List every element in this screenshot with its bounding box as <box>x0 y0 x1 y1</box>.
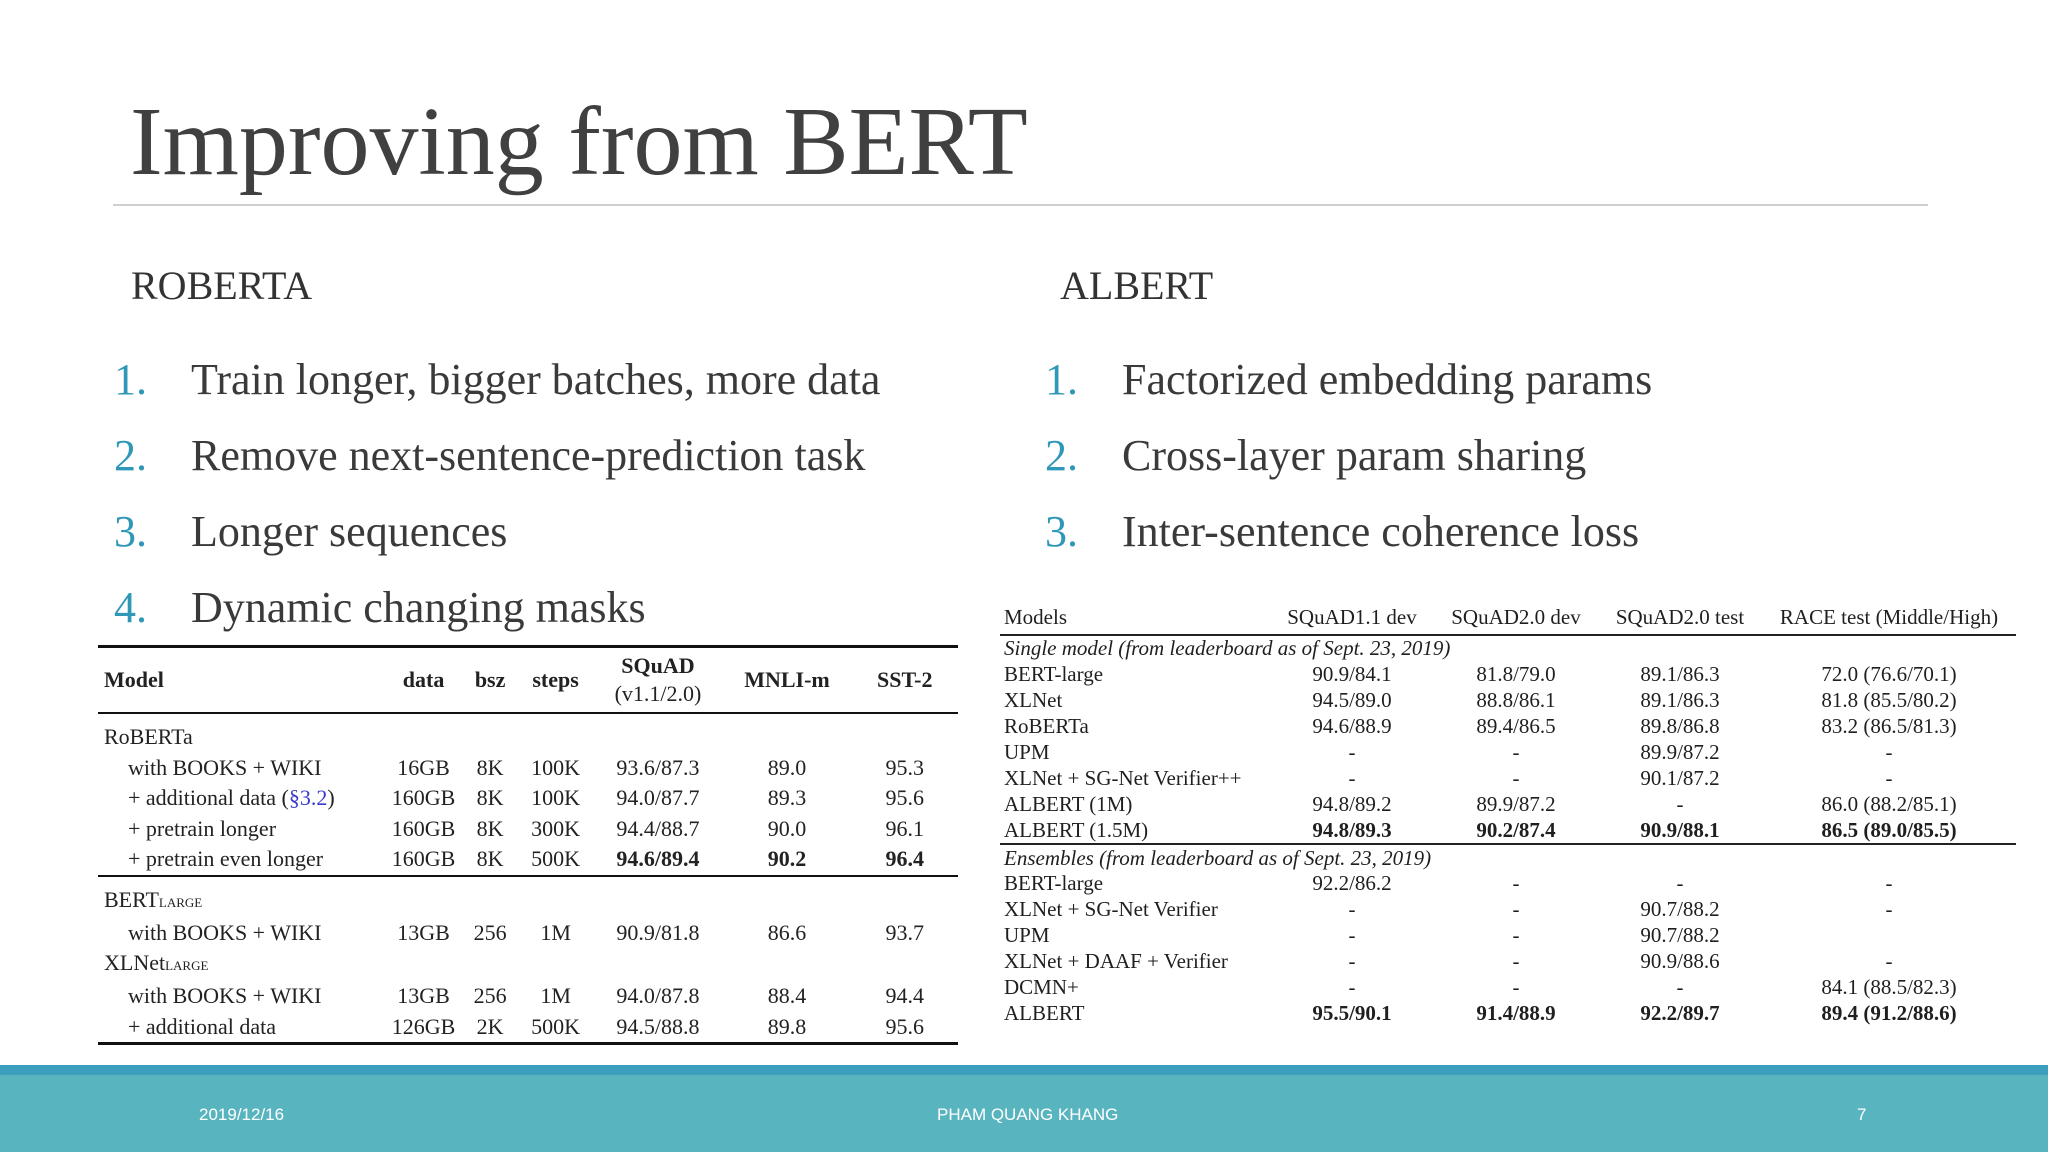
cell-sst: 95.6 <box>885 1013 924 1039</box>
cell-data: 160GB <box>391 785 456 811</box>
header-squad-label: SQuAD <box>621 653 695 678</box>
list-text: Inter-sentence coherence loss <box>1122 507 1640 556</box>
cell-value: 89.9/87.2 <box>1476 791 1556 816</box>
list-number: 2. <box>114 431 147 480</box>
group-label <box>98 948 958 981</box>
cell-value: - <box>1348 975 1356 1000</box>
table-row <box>1000 791 2016 817</box>
header-squad11-dev: SQuAD1.1 dev <box>1270 600 1434 635</box>
cell-model <box>98 783 385 814</box>
cell-bsz: 8K <box>476 754 504 780</box>
cell-sst: 95.3 <box>885 754 924 780</box>
section-reference-link[interactable]: §3.2 <box>288 785 328 811</box>
cell-value: - <box>1885 740 1893 764</box>
list-text: Cross-layer param sharing <box>1122 431 1587 480</box>
cell-mnli: 86.6 <box>767 919 807 945</box>
list-number: 3. <box>114 507 147 556</box>
table-row <box>98 981 958 1012</box>
table-group-row <box>98 948 958 981</box>
cell-model: UPM <box>1004 923 1050 948</box>
cell-sst: 93.7 <box>885 919 924 945</box>
cell-value: 89.8/86.8 <box>1640 714 1720 739</box>
page-number: 7 <box>1857 1105 1867 1124</box>
cell-value: 89.1/86.3 <box>1640 662 1720 687</box>
cell-value: 90.7/88.2 <box>1640 923 1720 948</box>
cell-squad: 90.9/81.8 <box>616 919 700 945</box>
roberta-table <box>98 645 958 1045</box>
table-row <box>1000 1000 2016 1026</box>
albert-table-image <box>990 600 2048 1040</box>
cell-value: 89.4 (91.2/88.6) <box>1821 1000 1957 1025</box>
slide-title: Improving from BERT <box>130 88 1028 196</box>
header-squad-version: (v1.1/2.0) <box>614 681 702 706</box>
cell-value: 90.2/87.4 <box>1476 817 1556 842</box>
cell-model: XLNet + DAAF + Verifier <box>1004 949 1228 974</box>
cell-value: 94.8/89.3 <box>1312 817 1392 842</box>
cell-sst: 94.4 <box>885 983 924 1009</box>
cell-model: + additional data <box>128 1013 277 1039</box>
table-row <box>1000 897 2016 923</box>
table-row <box>1000 975 2016 1001</box>
header-squad <box>593 647 722 714</box>
group-label-text: BERT <box>104 886 159 912</box>
table-header-row <box>98 647 958 714</box>
cell-value: - <box>1885 871 1893 896</box>
cell-value: 86.5 (89.0/85.5) <box>1821 817 1957 842</box>
cell-model: RoBERTa <box>1004 714 1089 739</box>
table-row <box>1000 765 2016 791</box>
cell-mnli: 89.8 <box>767 1013 807 1039</box>
header-squad20-dev: SQuAD2.0 dev <box>1434 600 1598 635</box>
header-data: data <box>385 647 463 714</box>
table-row <box>1000 740 2016 766</box>
header-bsz: bsz <box>462 647 517 714</box>
table-row <box>98 918 958 949</box>
cell-value: - <box>1676 975 1684 1000</box>
footer-bar <box>0 1075 2048 1152</box>
cell-mnli: 89.3 <box>767 785 807 811</box>
group-label: RoBERTa <box>104 724 193 750</box>
title-divider <box>113 204 1928 206</box>
cell-value: - <box>1512 923 1520 948</box>
cell-value: 89.4/86.5 <box>1476 714 1556 739</box>
cell-steps: 500K <box>531 1013 581 1039</box>
roberta-heading: ROBERTA <box>131 263 313 308</box>
cell-value: - <box>1512 740 1520 764</box>
cell-squad: 94.6/89.4 <box>616 846 700 872</box>
cell-value: 94.6/88.9 <box>1312 714 1392 739</box>
cell-value: 83.2 (86.5/81.3) <box>1821 714 1957 739</box>
cell-value: 89.1/86.3 <box>1640 688 1720 713</box>
table-row <box>1000 714 2016 740</box>
cell-squad: 94.0/87.7 <box>616 785 700 811</box>
cell-value: - <box>1885 897 1893 922</box>
cell-sst: 96.1 <box>885 815 924 841</box>
cell-value: 90.1/87.2 <box>1640 765 1720 790</box>
cell-value: 72.0 (76.6/70.1) <box>1821 662 1957 687</box>
table-group-row <box>98 713 958 753</box>
cell-bsz: 8K <box>476 846 504 872</box>
table-group-row <box>98 876 958 918</box>
cell-value: 81.8 (85.5/80.2) <box>1821 688 1957 713</box>
cell-value: - <box>1512 897 1520 922</box>
cell-sst: 96.4 <box>885 846 924 872</box>
group-label-subscript: LARGE <box>158 894 203 910</box>
list-number: 3. <box>1045 507 1078 556</box>
cell-bsz: 2K <box>476 1013 504 1039</box>
group-label: Single model (from leaderboard as of Sept. 23, 2019) <box>1004 636 1451 661</box>
cell-data: 13GB <box>397 983 450 1009</box>
group-label-subscript: LARGE <box>165 958 209 973</box>
header-squad20-test: SQuAD2.0 test <box>1598 600 1762 635</box>
table-row <box>98 1012 958 1044</box>
list-number: 1. <box>114 355 147 404</box>
cell-value: 91.4/88.9 <box>1476 1000 1556 1025</box>
cell-value: 94.8/89.2 <box>1312 791 1392 816</box>
cell-value: - <box>1348 949 1356 974</box>
header-steps: steps <box>518 647 594 714</box>
cell-steps: 100K <box>531 754 581 780</box>
list-number: 2. <box>1045 431 1078 480</box>
cell-value: 94.5/89.0 <box>1312 688 1392 713</box>
header-models: Models <box>1000 600 1270 635</box>
cell-value: - <box>1885 949 1893 974</box>
cell-value: - <box>1348 740 1356 764</box>
cell-data: 160GB <box>391 846 456 872</box>
table-row <box>98 753 958 784</box>
table-row <box>1000 662 2016 688</box>
cell-mnli: 90.2 <box>767 846 807 872</box>
cell-model: XLNet <box>1004 688 1063 713</box>
albert-table <box>1000 600 2016 1026</box>
cell-model: DCMN+ <box>1004 975 1079 1000</box>
cell-value: 84.1 (88.5/82.3) <box>1821 975 1957 1000</box>
table-header-row <box>1000 600 2016 635</box>
cell-model: with BOOKS + WIKI <box>128 983 322 1009</box>
cell-data: 160GB <box>391 815 456 841</box>
cell-value: 90.9/84.1 <box>1312 662 1392 687</box>
table-row <box>1000 923 2016 949</box>
group-label-text: XLNet <box>104 950 166 975</box>
table-row <box>1000 871 2016 897</box>
footer-accent-strip <box>0 1065 2048 1075</box>
cell-value: 88.8/86.1 <box>1476 688 1556 713</box>
cell-model: + pretrain even longer <box>128 846 324 872</box>
header-model: Model <box>98 647 385 714</box>
list-text: Train longer, bigger batches, more data <box>191 355 881 404</box>
cell-value: - <box>1348 765 1356 790</box>
cell-model: UPM <box>1004 740 1050 764</box>
cell-value: - <box>1676 871 1684 896</box>
cell-model: with BOOKS + WIKI <box>128 919 322 945</box>
table-row <box>98 844 958 876</box>
cell-steps: 1M <box>540 919 571 945</box>
cell-mnli: 89.0 <box>767 754 807 780</box>
cell-model: BERT-large <box>1004 871 1104 896</box>
cell-bsz: 256 <box>473 983 507 1009</box>
cell-steps: 1M <box>540 983 571 1009</box>
cell-value: 90.9/88.1 <box>1640 817 1720 842</box>
list-number: 1. <box>1045 355 1078 404</box>
footer-author: PHAM QUANG KHANG <box>937 1105 1119 1124</box>
cell-value: 95.5/90.1 <box>1312 1000 1392 1025</box>
cell-bsz: 256 <box>473 919 507 945</box>
cell-squad: 93.6/87.3 <box>616 754 700 780</box>
cell-value: 86.0 (88.2/85.1) <box>1821 791 1957 816</box>
cell-value: - <box>1348 923 1356 948</box>
footer-date: 2019/12/16 <box>199 1105 285 1124</box>
list-text: Dynamic changing masks <box>191 583 646 632</box>
group-label: Ensembles (from leaderboard as of Sept. 23, 2019) <box>1000 844 2016 871</box>
cell-value: 92.2/86.2 <box>1312 871 1392 896</box>
cell-bsz: 8K <box>476 815 504 841</box>
cell-sst: 95.6 <box>885 785 924 811</box>
cell-mnli: 88.4 <box>767 983 807 1009</box>
cell-value: - <box>1885 765 1893 790</box>
cell-squad: 94.4/88.7 <box>616 815 700 841</box>
table-row <box>1000 817 2016 844</box>
cell-value: - <box>1512 871 1520 896</box>
cell-model: ALBERT (1M) <box>1004 791 1133 816</box>
cell-squad: 94.0/87.8 <box>616 983 700 1009</box>
header-mnli: MNLI-m <box>722 647 851 714</box>
cell-model: ALBERT (1.5M) <box>1004 817 1149 842</box>
table-row <box>98 783 958 814</box>
cell-squad: 94.5/88.8 <box>616 1013 700 1039</box>
cell-steps: 500K <box>531 846 581 872</box>
cell-model-text: + additional data ( <box>128 785 289 811</box>
header-sst: SST-2 <box>851 647 958 714</box>
cell-model: with BOOKS + WIKI <box>128 754 322 780</box>
cell-value: 81.8/79.0 <box>1476 662 1556 687</box>
cell-model: BERT-large <box>1004 662 1104 687</box>
table-row <box>98 814 958 845</box>
roberta-table-image <box>98 645 958 1065</box>
cell-value: 92.2/89.7 <box>1640 1000 1720 1025</box>
list-number: 4. <box>114 583 147 632</box>
cell-model: + pretrain longer <box>128 815 277 841</box>
table-group-row <box>1000 844 2016 871</box>
cell-model: ALBERT <box>1004 1000 1085 1025</box>
albert-heading: ALBERT <box>1060 263 1214 308</box>
cell-value: - <box>1512 949 1520 974</box>
list-text: Longer sequences <box>191 507 508 556</box>
cell-value: - <box>1512 765 1520 790</box>
cell-value: 90.7/88.2 <box>1640 897 1720 922</box>
table-row <box>1000 949 2016 975</box>
cell-value: - <box>1512 975 1520 1000</box>
cell-steps: 100K <box>531 785 581 811</box>
cell-model-close: ) <box>327 785 335 811</box>
cell-bsz: 8K <box>476 785 504 811</box>
table-row <box>1000 688 2016 714</box>
cell-mnli: 90.0 <box>767 815 807 841</box>
cell-value: 89.9/87.2 <box>1640 740 1720 764</box>
cell-value <box>1762 923 2016 949</box>
cell-value: - <box>1348 897 1356 922</box>
cell-data: 13GB <box>397 919 450 945</box>
list-text: Factorized embedding params <box>1122 355 1653 404</box>
cell-data: 16GB <box>397 754 450 780</box>
cell-value: - <box>1676 791 1684 816</box>
table-group-row <box>1000 635 2016 662</box>
cell-steps: 300K <box>531 815 581 841</box>
cell-value: 90.9/88.6 <box>1640 949 1720 974</box>
header-race-test: RACE test (Middle/High) <box>1762 600 2016 635</box>
cell-model: XLNet + SG-Net Verifier <box>1004 897 1218 922</box>
group-label <box>98 876 958 918</box>
list-text: Remove next-sentence-prediction task <box>191 431 866 480</box>
cell-data: 126GB <box>391 1013 456 1039</box>
cell-model: XLNet + SG-Net Verifier++ <box>1004 765 1242 790</box>
